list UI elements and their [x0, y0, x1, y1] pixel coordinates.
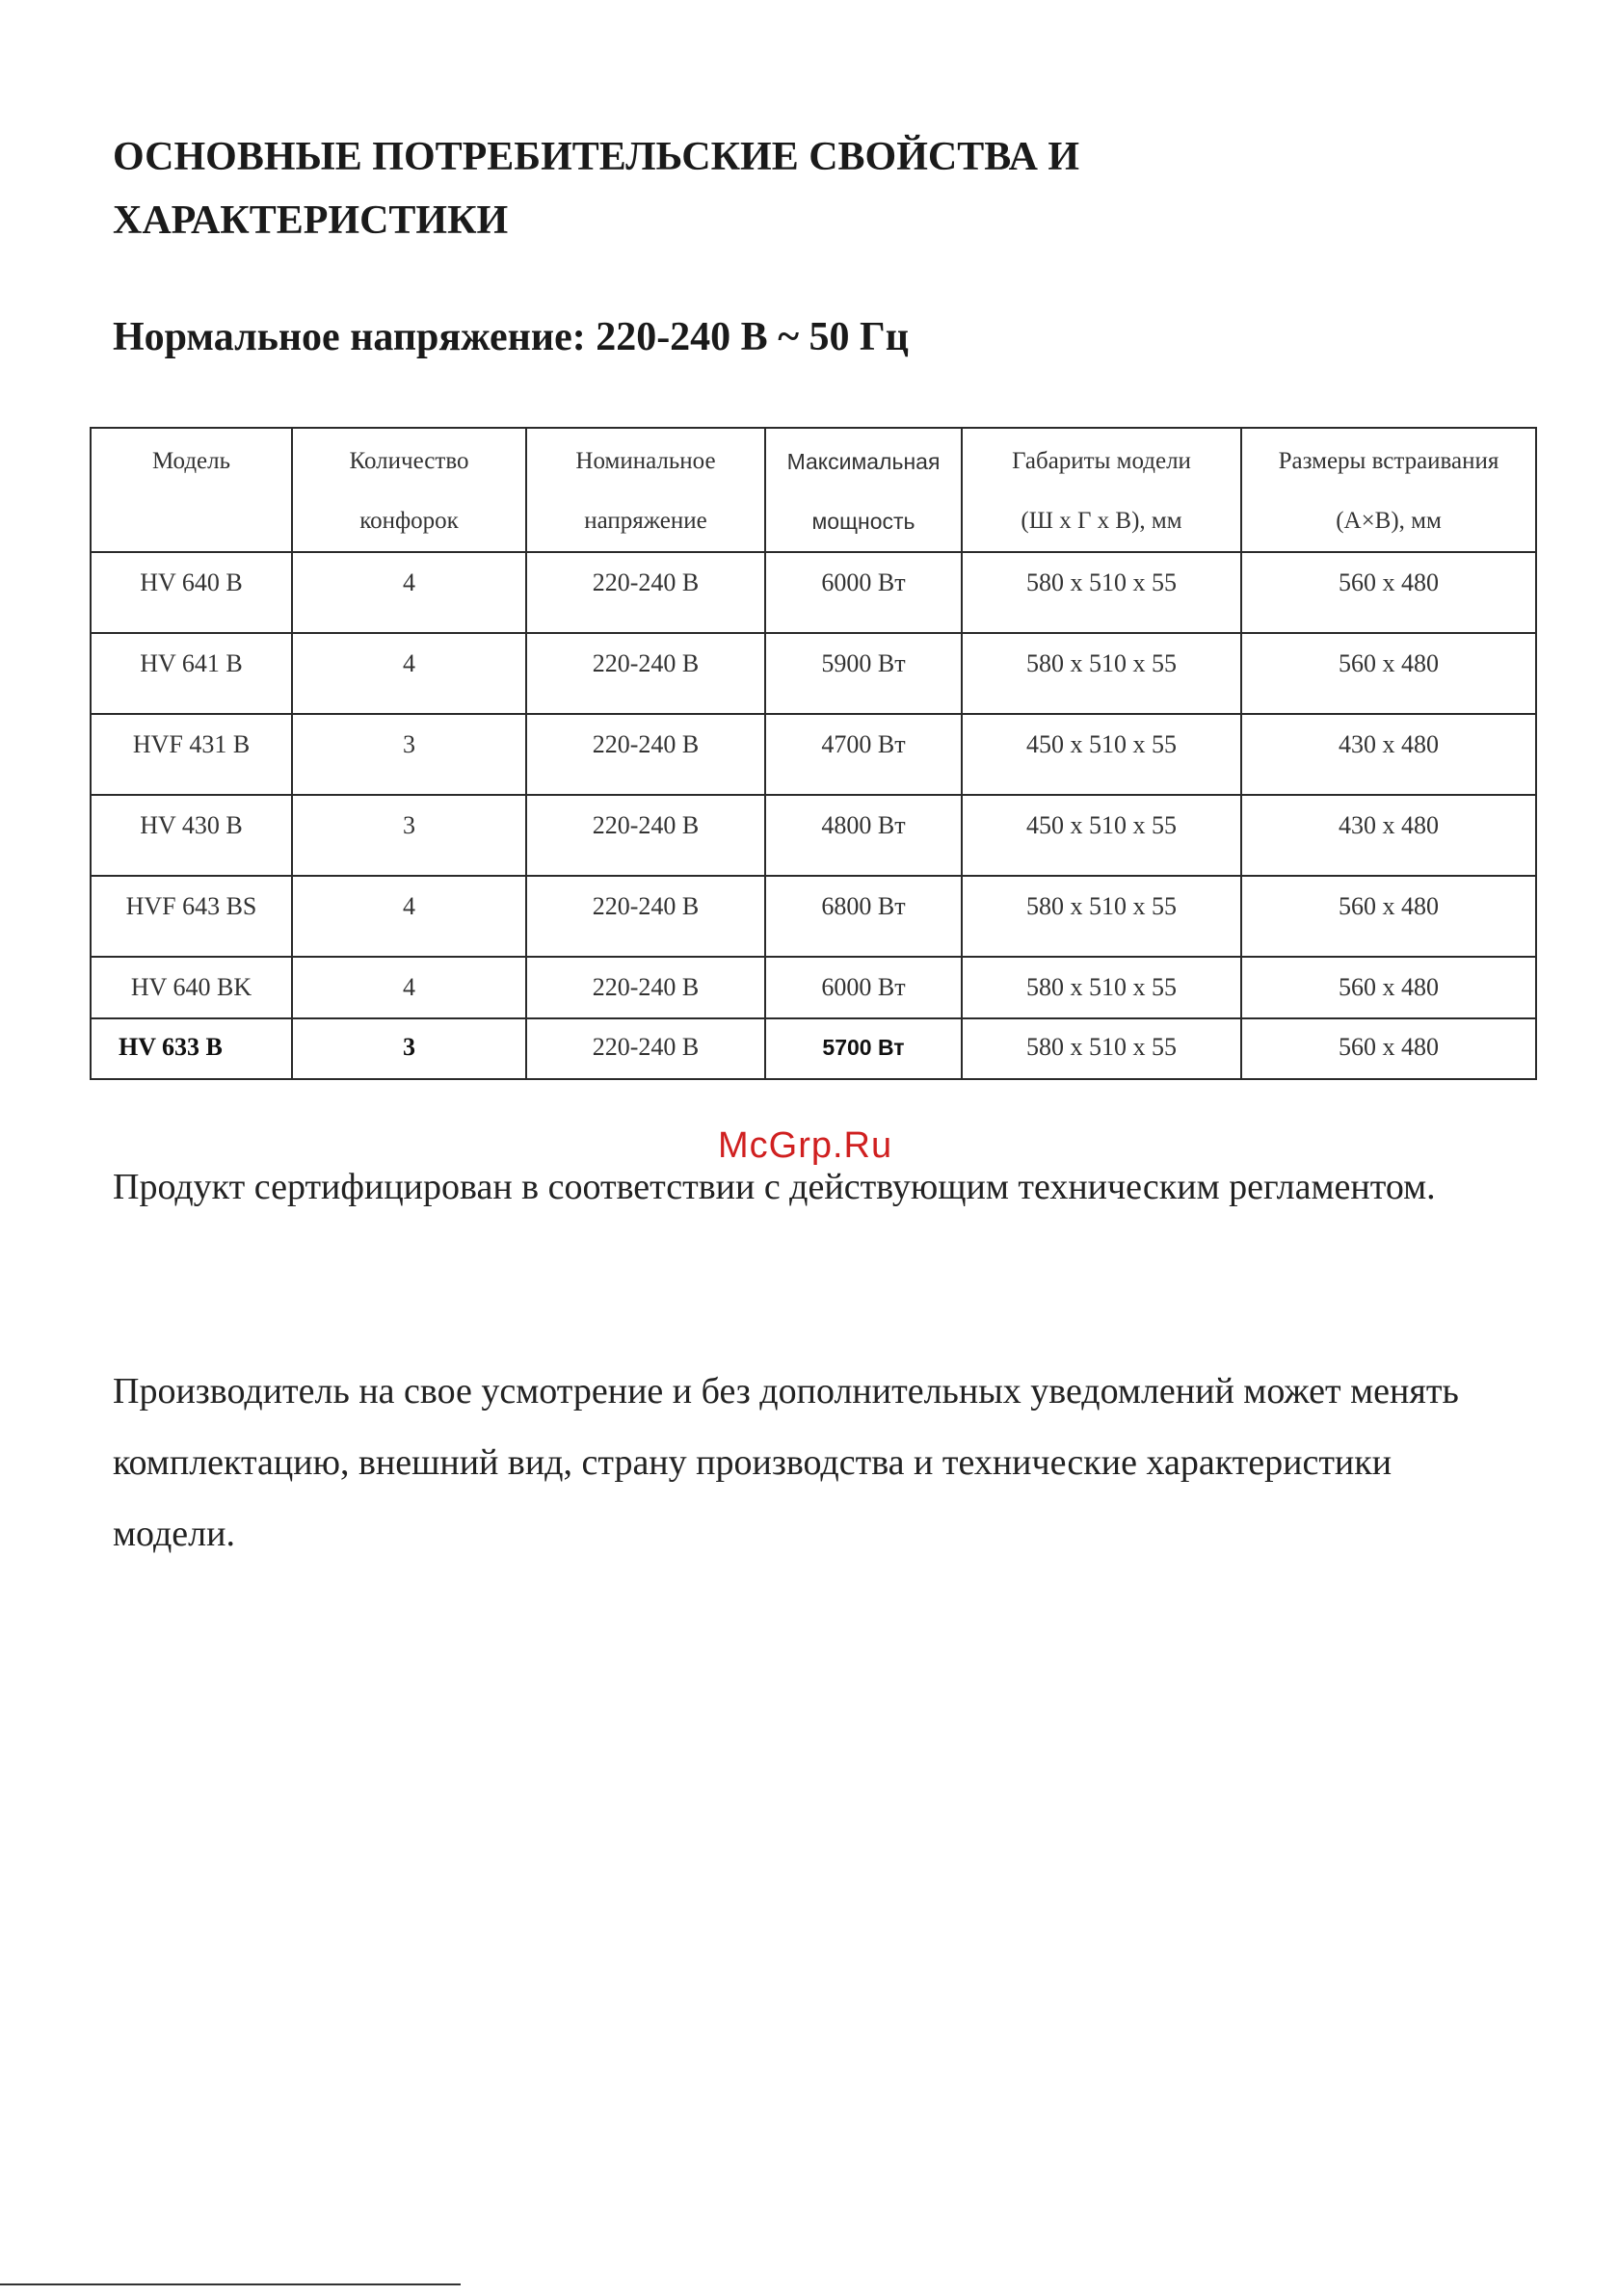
- cell-power: 4800 Вт: [765, 795, 962, 876]
- cell-dimensions: 580 x 510 x 55: [962, 633, 1241, 714]
- table-row: [91, 552, 1536, 633]
- watermark: McGrp.Ru: [718, 1125, 893, 1166]
- cell-model: HVF 643 BS: [91, 876, 292, 957]
- cell-burners: 4: [292, 552, 526, 633]
- cell-voltage: 220-240 В: [526, 795, 765, 876]
- cell-dimensions: 580 x 510 x 55: [962, 552, 1241, 633]
- header-burners: Количество конфорок: [292, 428, 526, 552]
- table-row: [91, 633, 1536, 714]
- cell-model: HV 640 B: [91, 552, 292, 633]
- cell-model: HV 640 BK: [91, 957, 292, 1018]
- table-row: [91, 957, 1536, 1018]
- cell-model: HV 641 B: [91, 633, 292, 714]
- cell-dimensions: 450 x 510 x 55: [962, 795, 1241, 876]
- header-dimensions: Габариты модели (Ш х Г х В), мм: [962, 428, 1241, 552]
- table-header-row: [91, 428, 1536, 552]
- specifications-table: [90, 427, 1537, 1080]
- cell-power: 6000 Вт: [765, 957, 962, 1018]
- cell-power: 4700 Вт: [765, 714, 962, 795]
- cell-cutout: 430 x 480: [1241, 795, 1536, 876]
- cell-model: HV 633 B: [91, 1018, 292, 1079]
- cell-cutout: 560 x 480: [1241, 552, 1536, 633]
- certification-paragraph: Продукт сертифицирован в соответствии с действующим техническим регламентом.: [113, 1167, 1436, 1207]
- table-row: [91, 714, 1536, 795]
- cell-power: 6000 Вт: [765, 552, 962, 633]
- cell-voltage: 220-240 В: [526, 714, 765, 795]
- cell-burners: 4: [292, 633, 526, 714]
- cell-burners: 3: [292, 714, 526, 795]
- cell-cutout: 430 x 480: [1241, 714, 1536, 795]
- nominal-voltage-line: Нормальное напряжение: 220-240 В ~ 50 Гц: [113, 315, 909, 359]
- table-row: [91, 1018, 1536, 1079]
- cell-voltage: 220-240 В: [526, 633, 765, 714]
- cell-cutout: 560 x 480: [1241, 1018, 1536, 1079]
- header-power: Максимальная мощность: [765, 428, 962, 552]
- cell-power: 6800 Вт: [765, 876, 962, 957]
- cell-power: 5900 Вт: [765, 633, 962, 714]
- cell-dimensions: 580 x 510 x 55: [962, 876, 1241, 957]
- cell-voltage: 220-240 В: [526, 552, 765, 633]
- cell-voltage: 220-240 В: [526, 876, 765, 957]
- cell-voltage: 220-240 В: [526, 1018, 765, 1079]
- cell-model: HVF 431 B: [91, 714, 292, 795]
- manufacturer-notice-paragraph: Производитель на свое усмотрение и без дополнительных уведомлений может менять комплектацию, внешний вид, страну производства и технические характеристики модели.: [113, 1371, 1459, 1554]
- cell-voltage: 220-240 В: [526, 957, 765, 1018]
- cell-cutout: 560 x 480: [1241, 957, 1536, 1018]
- cell-burners: 4: [292, 957, 526, 1018]
- cell-dimensions: 450 x 510 x 55: [962, 714, 1241, 795]
- header-voltage: Номинальное напряжение: [526, 428, 765, 552]
- section-heading: [113, 125, 1366, 252]
- footer-divider: [0, 2283, 461, 2285]
- heading-line-1: ОСНОВНЫЕ ПОТРЕБИТЕЛЬСКИЕ СВОЙСТВА И: [113, 135, 1080, 179]
- cell-cutout: 560 x 480: [1241, 633, 1536, 714]
- cell-dimensions: 580 x 510 x 55: [962, 1018, 1241, 1079]
- cell-burners: 3: [292, 795, 526, 876]
- cell-power: 5700 Вт: [765, 1018, 962, 1079]
- header-model: Модель: [91, 428, 292, 552]
- heading-line-2: ХАРАКТЕРИСТИКИ: [113, 198, 509, 243]
- table-row: [91, 876, 1536, 957]
- table-row: [91, 795, 1536, 876]
- cell-dimensions: 580 x 510 x 55: [962, 957, 1241, 1018]
- header-cutout: Размеры встраивания (А×В), мм: [1241, 428, 1536, 552]
- cell-burners: 3: [292, 1018, 526, 1079]
- cell-model: HV 430 B: [91, 795, 292, 876]
- cell-cutout: 560 x 480: [1241, 876, 1536, 957]
- cell-burners: 4: [292, 876, 526, 957]
